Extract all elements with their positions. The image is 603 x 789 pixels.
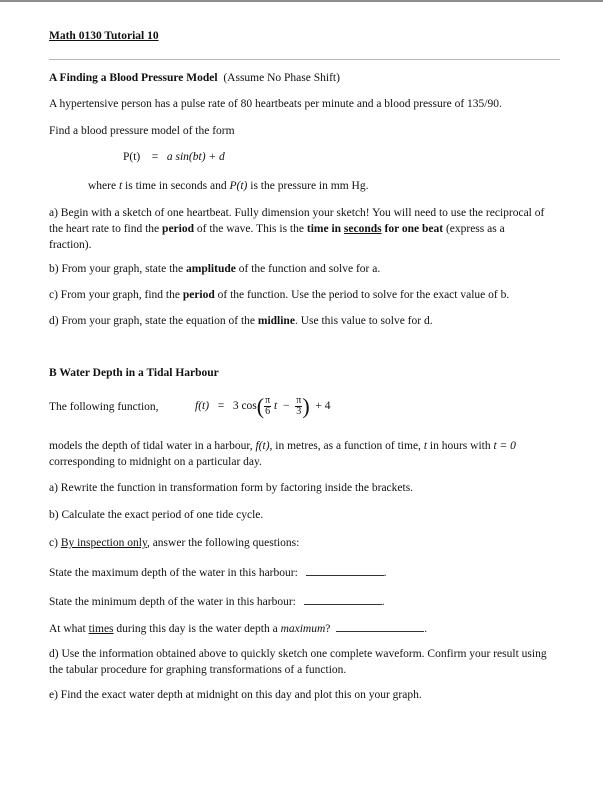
min-depth-question: [49, 594, 385, 608]
qd-text-2: . Use this value to solve for d.: [294, 315, 433, 327]
question-b-c: [49, 537, 299, 549]
qd-midline: midline: [257, 315, 295, 327]
question-b-a: a) Rewrite the function in transformation form by factoring inside the brackets.: [49, 482, 414, 494]
question-a: [49, 205, 549, 253]
times-underlined: times: [88, 623, 114, 635]
qc-period: period: [182, 289, 215, 301]
divider: [49, 59, 560, 60]
times-text-1: At what: [49, 623, 89, 635]
qb-text-1: b) From your graph, state the: [49, 263, 187, 275]
max-depth-text: State the maximum depth of the water in this harbour:: [49, 567, 298, 579]
min-period-mark: .: [381, 596, 385, 608]
qa-one-beat: for one beat: [381, 223, 444, 235]
times-period-mark: .: [424, 623, 428, 635]
models-text-2: , in metres, as a function of time,: [269, 440, 424, 452]
max-times-answer-line[interactable]: [336, 621, 424, 632]
qc-text-2: of the function. Use the period to solve for the exact value of b.: [214, 289, 510, 301]
qa-period: period: [162, 223, 194, 235]
times-text-2: during this day is the water depth a: [113, 623, 281, 635]
models-t: t: [423, 440, 428, 452]
question-b-d: d) Use the information obtained above to quickly sketch one complete waveform. Confirm your result using the tabular procedure for graphing transformations of a function.: [49, 648, 547, 676]
qbc-by-inspection: By inspection only: [60, 537, 147, 549]
right-paren: ): [302, 393, 310, 419]
max-depth-question: [49, 565, 387, 579]
question-b-b: b) Calculate the exact period of one tide cycle.: [49, 509, 264, 521]
f-coef: 3 cos: [232, 400, 257, 412]
models-ft: f(t): [255, 440, 270, 452]
min-depth-text: State the minimum depth of the water in this harbour:: [49, 596, 296, 608]
qa-seconds: seconds: [343, 223, 382, 235]
tide-formula: [195, 390, 331, 422]
qa-text-2: of the wave. This is the: [194, 223, 307, 235]
qc-text-1: c) From your graph, find the: [49, 289, 183, 301]
qbc-text-2: , answer the following questions:: [146, 537, 300, 549]
f-minus: −: [283, 400, 290, 412]
qa-time-in: time in: [306, 223, 344, 235]
qb-text-2: of the function and solve for a.: [235, 263, 381, 275]
section-a-title: A Finding a Blood Pressure Model: [49, 72, 218, 84]
qb-amplitude: amplitude: [186, 263, 236, 275]
formula-lhs: P(t): [123, 151, 141, 163]
models-text-1: models the depth of tidal water in a harbour,: [49, 440, 256, 452]
section-b-lead: The following function,: [49, 401, 159, 413]
f-plus-four: + 4: [315, 400, 331, 412]
models-t0: t = 0: [493, 440, 516, 452]
times-maximum: maximum: [280, 623, 326, 635]
f-lhs: f(t): [195, 400, 210, 412]
models-text-3: in hours with: [427, 440, 494, 452]
question-d: [49, 315, 433, 327]
where-text-1: where: [88, 180, 119, 192]
section-a-heading: [49, 72, 340, 84]
max-depth-answer-line[interactable]: [306, 565, 384, 576]
models-text-4: corresponding to midnight on a particular day.: [49, 456, 262, 468]
times-text-3: ?: [325, 623, 331, 635]
left-paren: (: [256, 393, 265, 419]
frac-pi2-numerator: π: [296, 394, 302, 406]
where-pt: P(t): [229, 180, 248, 192]
frac-six-denominator: 6: [265, 405, 271, 417]
tide-description: [49, 438, 559, 470]
formula-rhs: a sin(bt) + d: [166, 151, 225, 163]
where-text-3: is the pressure in mm Hg.: [247, 180, 369, 192]
page-title: Math 0130 Tutorial 10: [49, 30, 159, 42]
top-border: [0, 0, 603, 2]
section-b-title: B Water Depth in a Tidal Harbour: [49, 367, 219, 379]
qa-text-3: (express as a fraction).: [49, 223, 505, 251]
max-times-question: [49, 621, 427, 635]
section-a-intro: A hypertensive person has a pulse rate of 80 heartbeats per minute and a blood pressure of 135/90.: [49, 98, 502, 110]
formula-where: [88, 180, 368, 192]
frac-pi-numerator: π: [265, 394, 271, 406]
where-text-2: is time in seconds and: [122, 180, 230, 192]
question-b-e: e) Find the exact water depth at midnight on this day and plot this on your graph.: [49, 689, 422, 701]
blood-pressure-formula: [123, 151, 225, 163]
qd-text-1: d) From your graph, state the equation of the: [49, 315, 258, 327]
max-period-mark: .: [383, 567, 387, 579]
qa-text-1: a) Begin with a sketch of one heartbeat. Fully dimension your sketch! You will need to use the reciprocal of the heart rate to find the: [49, 207, 545, 235]
section-a-find: Find a blood pressure model of the form: [49, 125, 235, 137]
where-t: t: [118, 180, 123, 192]
section-a-note: (Assume No Phase Shift): [223, 72, 340, 84]
formula-equals: =: [151, 151, 159, 163]
f-t: t: [274, 400, 278, 412]
min-depth-answer-line[interactable]: [304, 594, 382, 605]
frac-three-denominator: 3: [296, 405, 302, 417]
question-c: [49, 289, 509, 301]
f-equals: =: [217, 400, 225, 412]
question-b: [49, 263, 380, 275]
fraction-pi-6: [264, 396, 271, 417]
qbc-text-1: c): [49, 537, 61, 549]
